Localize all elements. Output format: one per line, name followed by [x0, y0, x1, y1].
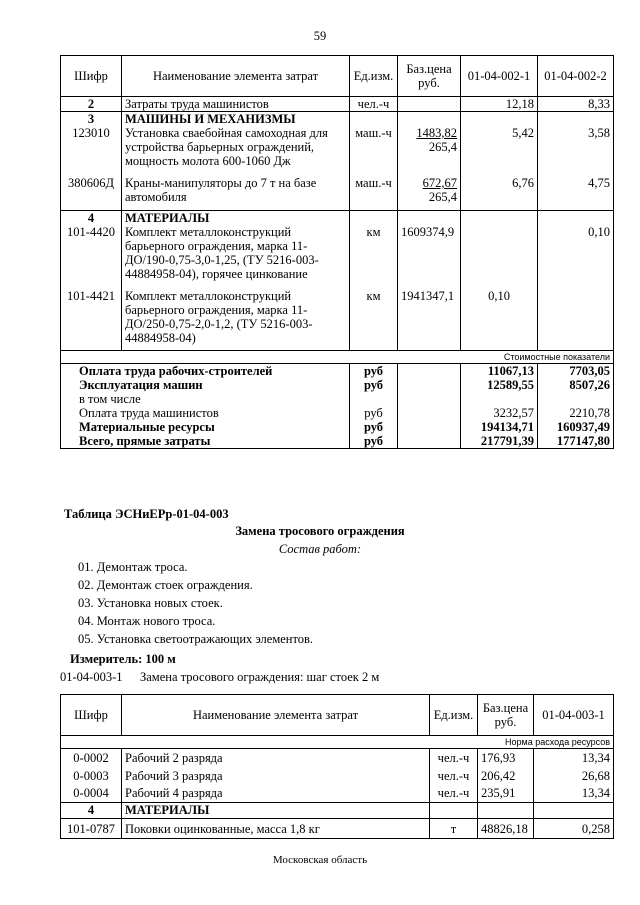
cost-row: Оплата труда рабочих-строителей руб 11067,13 7703,05: [61, 364, 614, 379]
list-item: 05. Установка светоотражающих элементов.: [78, 632, 314, 646]
table-row: 0-0003 Рабочий 3 разряда чел.-ч 206,42 26,68: [61, 767, 614, 785]
col-header-code: Шифр: [61, 56, 122, 97]
col-header-name: Наименование элемента затрат: [122, 695, 430, 736]
resource-table-1: [60, 55, 614, 449]
table-row: 0-0002 Рабочий 2 разряда чел.-ч 176,93 13,34: [61, 749, 614, 767]
item-description: Замена тросового ограждения: шаг стоек 2 м: [140, 670, 380, 684]
col-header-unit: Ед.изм.: [350, 56, 398, 97]
list-item: 04. Монтаж нового троса.: [78, 614, 216, 628]
cost-row: Материальные ресурсы руб 194134,71 160937,49: [61, 420, 614, 434]
col-header-code: Шифр: [61, 695, 122, 736]
work-list: [78, 558, 313, 648]
col-header-unit: Ед.изм.: [430, 695, 478, 736]
col-header-variant-1: 01-04-002-1: [461, 56, 538, 97]
table-row: 101-4420 Комплект металлоконструкций барьерного ограждения, марка 11-ДО/190-0,75-3,0-1,25, (ТУ 5216-003-44884958-04), горячее цинкование км 1609374,9 0,10: [61, 225, 614, 289]
table-label: Таблица ЭСНиЕРр-01-04-003: [64, 507, 229, 521]
col-header-base-price: Баз.цена руб.: [398, 56, 461, 97]
list-item: 02. Демонтаж стоек ограждения.: [78, 578, 253, 592]
list-item: 01. Демонтаж троса.: [78, 560, 188, 574]
page-number: 59: [313, 29, 327, 43]
page-footer: Московская область: [272, 854, 368, 866]
col-header-name: Наименование элемента затрат: [122, 56, 350, 97]
section-row-materials: 4 МАТЕРИАЛЫ: [61, 210, 614, 225]
table-row: 123010 Установка сваебойная самоходная для устройства барьерных ограждений, мощность молота 600-1060 Дж маш.-ч 1483,82 265,4 5,42 3,58: [61, 126, 614, 176]
table-row: 380606Д Краны-манипуляторы до 7 т на базе автомобиля маш.-ч 672,67 265,4 6,76 4,75: [61, 176, 614, 210]
item-code: 01-04-003-1: [60, 670, 123, 684]
section-title: Замена тросового ограждения: [235, 524, 405, 538]
col-header-base-price: Баз.цена руб.: [478, 695, 534, 736]
section-subtitle: Состав работ:: [278, 542, 362, 556]
cost-row: Эксплуатация машин руб 12589,55 8507,26: [61, 378, 614, 392]
section-row-machines: 3 МАШИНЫ И МЕХАНИЗМЫ: [61, 112, 614, 127]
cost-row: в том числе: [61, 392, 614, 406]
table-header-row: [61, 56, 614, 97]
cost-caption-row: Стоимостные показатели: [61, 351, 614, 364]
table-row: 0-0004 Рабочий 4 разряда чел.-ч 235,91 13,34: [61, 785, 614, 803]
norm-caption-row: Норма расхода ресурсов: [61, 736, 614, 749]
table-row: 2 Затраты труда машинистов чел.-ч 12,18 8,33: [61, 97, 614, 112]
section-row-materials: 4 МАТЕРИАЛЫ: [61, 803, 614, 819]
meter-label: Измеритель: 100 м: [70, 652, 176, 666]
col-header-variant-1: 01-04-003-1: [534, 695, 614, 736]
col-header-variant-2: 01-04-002-2: [538, 56, 614, 97]
cost-row: Всего, прямые затраты руб 217791,39 177147,80: [61, 434, 614, 449]
table-header-row: [61, 695, 614, 736]
list-item: 03. Установка новых стоек.: [78, 596, 223, 610]
cost-row: Оплата труда машинистов руб 3232,57 2210,78: [61, 406, 614, 420]
table-row: 101-0787 Поковки оцинкованные, масса 1,8 кг т 48826,18 0,258: [61, 819, 614, 839]
resource-table-2: [60, 694, 614, 839]
table-row: 101-4421 Комплект металлоконструкций барьерного ограждения, марка 11-ДО/250-0,75-2,0-1,2, (ТУ 5216-003-44884958-04) км 1941347,1 0,10: [61, 289, 614, 351]
